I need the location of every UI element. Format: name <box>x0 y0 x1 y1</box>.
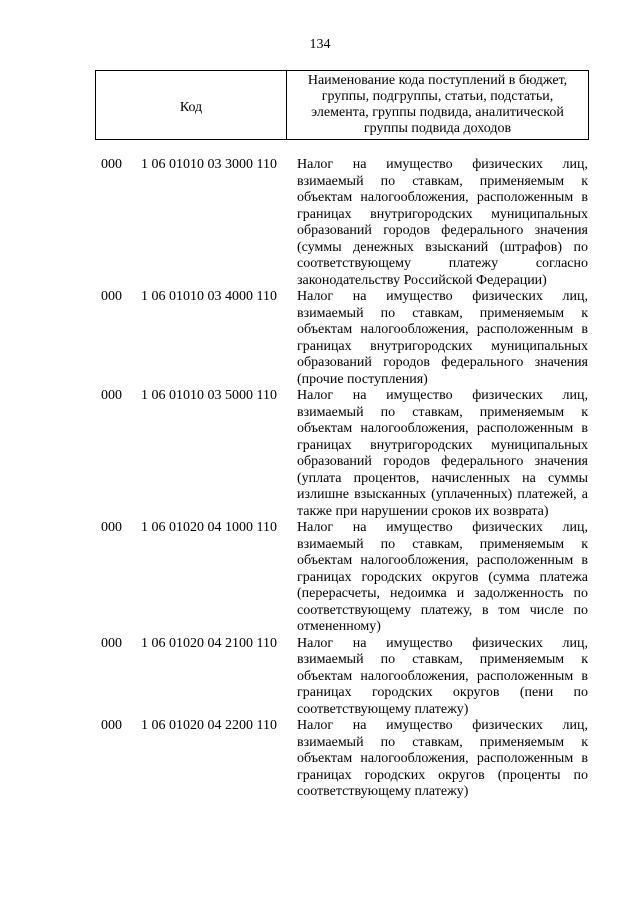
admin-code: 000 <box>101 157 122 172</box>
admin-code: 000 <box>101 718 122 733</box>
header-name-cell: Наименование кода поступлений в бюджет, группы, подгруппы, статьи, подстатьи, элемента, группы подвида, аналитической группы подвида доходов <box>307 73 568 136</box>
table-row <box>0 388 640 520</box>
admin-code: 000 <box>101 289 122 304</box>
table-row <box>0 157 640 289</box>
revenue-name: Налог на имущество физических лиц, взимаемый по ставкам, применяемым к объектам налогообложения, расположенным в границах внутригородских муниципальных образований городов федерального значения (суммы денежных взысканий (штрафов) по соответствующему платежу согласно законодательству Российской Федерации) <box>297 157 588 288</box>
revenue-code: 1 06 01020 04 2200 110 <box>141 718 277 733</box>
table-body <box>0 157 640 801</box>
revenue-code: 1 06 01010 03 4000 110 <box>141 289 277 304</box>
revenue-code: 1 06 01010 03 3000 110 <box>141 157 277 172</box>
table-row <box>0 520 640 636</box>
revenue-code: 1 06 01020 04 2100 110 <box>141 635 277 651</box>
table-row <box>0 718 640 801</box>
revenue-name: Налог на имущество физических лиц, взимаемый по ставкам, применяемым к объектам налогообложения, расположенным в границах внутригородских муниципальных образований городов федерального значения (прочие поступления) <box>297 289 588 387</box>
header-code-cell: Код <box>96 71 287 139</box>
revenue-name: Налог на имущество физических лиц, взимаемый по ставкам, применяемым к объектам налогообложения, расположенным в границах городских округов (пени по соответствующему платежу) <box>297 635 588 717</box>
table-row <box>0 289 640 388</box>
revenue-code: 1 06 01020 04 1000 110 <box>141 520 277 535</box>
table-header <box>95 70 589 140</box>
revenue-code: 1 06 01010 03 5000 110 <box>141 388 277 403</box>
revenue-name: Налог на имущество физических лиц, взимаемый по ставкам, применяемым к объектам налогообложения, расположенным в границах городских округов (проценты по соответствующему платежу) <box>297 718 588 799</box>
admin-code: 000 <box>101 520 122 535</box>
admin-code: 000 <box>101 635 122 651</box>
revenue-name: Налог на имущество физических лиц, взимаемый по ставкам, применяемым к объектам налогообложения, расположенным в границах городских округов (сумма платежа (перерасчеты, недоимка и задолженность по соответствующему платежу, в том числе по отмененному) <box>297 520 588 634</box>
table-row <box>0 636 640 719</box>
page-number: 134 <box>309 37 331 52</box>
admin-code: 000 <box>101 388 122 403</box>
revenue-name: Налог на имущество физических лиц, взимаемый по ставкам, применяемым к объектам налогообложения, расположенным в границах внутригородских муниципальных образований городов федерального значения (уплата процентов, начисленных на суммы излишне взысканных (уплаченных) платежей, а также при нарушении сроков их возврата) <box>297 388 588 519</box>
